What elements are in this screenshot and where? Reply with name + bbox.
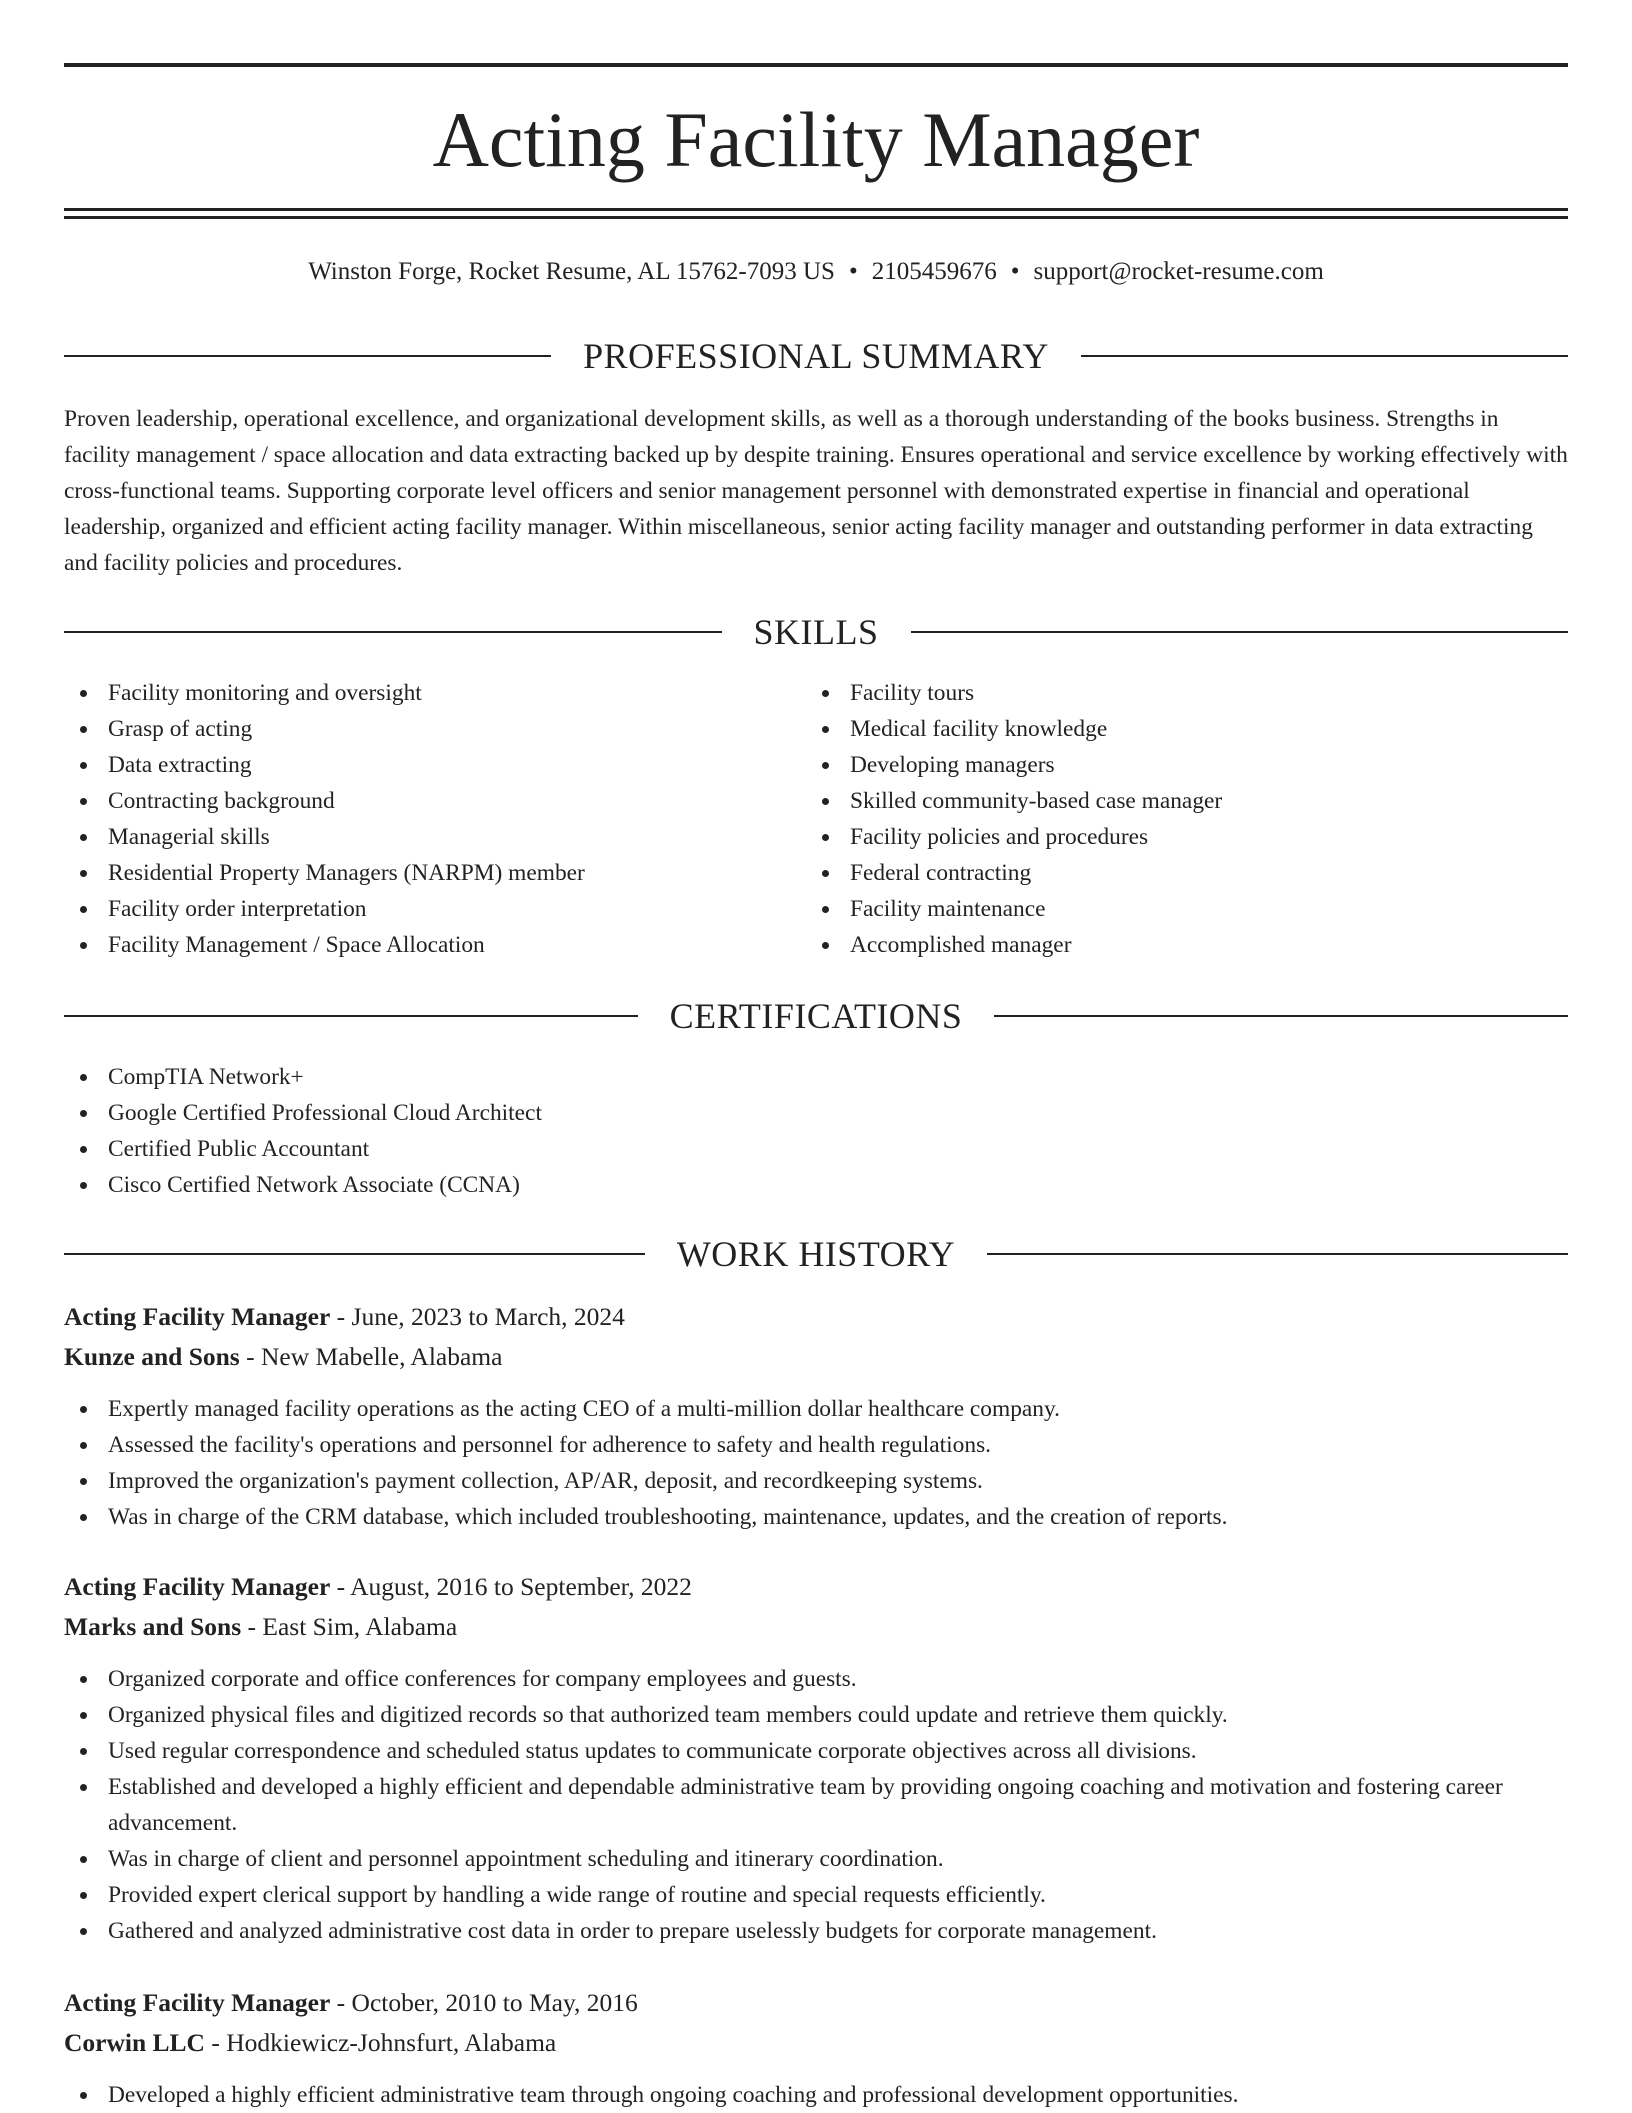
skill-item: Data extracting: [64, 747, 764, 783]
contact-line: [64, 255, 1568, 289]
certifications-section-header: [64, 994, 1568, 1038]
contact-phone: 2105459676: [871, 258, 997, 285]
skills-heading: SKILLS: [753, 612, 879, 652]
job-bullet: Used regular correspondence and scheduled status updates to communicate corporate objectives across all divisions.: [64, 1733, 1568, 1769]
job-location: - Hodkiewicz-Johnsfurt, Alabama: [204, 2028, 557, 2057]
certification-item: Cisco Certified Network Associate (CCNA): [64, 1167, 1568, 1203]
job-bullet: Assessed the facility's operations and personnel for adherence to safety and health regulations.: [64, 1427, 1568, 1463]
contact-separator: •: [1010, 258, 1020, 285]
work-history-section-header: [64, 1232, 1568, 1276]
certification-item: Google Certified Professional Cloud Architect: [64, 1095, 1568, 1131]
contact-separator: •: [848, 258, 858, 285]
skills-list-right: [806, 675, 1566, 963]
skill-item: Managerial skills: [64, 819, 764, 855]
skills-list-left: [64, 675, 764, 963]
job-bullets: [64, 1391, 1568, 1535]
skill-item: Facility Management / Space Allocation: [64, 927, 764, 963]
job-dates: - October, 2010 to May, 2016: [330, 1988, 638, 2017]
contact-email: support@rocket-resume.com: [1033, 258, 1324, 285]
skill-item: Medical facility knowledge: [806, 711, 1566, 747]
job-dates: - June, 2023 to March, 2024: [330, 1302, 625, 1331]
skill-item: Facility order interpretation: [64, 891, 764, 927]
skill-item: Federal contracting: [806, 855, 1566, 891]
skill-item: Accomplished manager: [806, 927, 1566, 963]
job-bullet: Provided expert clerical support by handling a wide range of routine and special requests efficiently.: [64, 1877, 1568, 1913]
skill-item: Facility monitoring and oversight: [64, 675, 764, 711]
job-bullet: Gathered and analyzed administrative cost data in order to prepare uselessly budgets for corporate management.: [64, 1913, 1568, 1949]
summary-section-header: [64, 334, 1568, 378]
section-rule-left: [64, 1253, 645, 1255]
section-rule-left: [64, 355, 551, 357]
job-location: - East Sim, Alabama: [241, 1612, 458, 1641]
summary-text: Proven leadership, operational excellence, and organizational development skills, as well as a thorough understanding of the books business. Strengths in facility management / space allocation and data extracting backed up by despite training. Ensures operational and service excellence by working effectively with cross-functional teams. Supporting corporate level officers and senior management personnel with demonstrated expertise in financial and operational leadership, organized and efficient acting facility manager. Within miscellaneous, senior acting facility manager and outstanding performer in data extracting and facility policies and procedures.: [64, 406, 1568, 576]
certifications-list: [64, 1059, 1568, 1203]
work-history-heading: WORK HISTORY: [676, 1234, 956, 1274]
skills-section-header: [64, 610, 1568, 654]
contact-address: Winston Forge, Rocket Resume, AL 15762-7093 US: [308, 258, 835, 285]
job-company-line: [64, 1609, 1568, 1645]
skill-item: Residential Property Managers (NARPM) member: [64, 855, 764, 891]
job-role: Acting Facility Manager: [64, 1572, 331, 1601]
title-rule-upper: [64, 208, 1568, 211]
job-role-line: [64, 1299, 1568, 1335]
section-rule-right: [911, 631, 1569, 633]
job-bullet: Was in charge of client and personnel appointment scheduling and itinerary coordination.: [64, 1841, 1568, 1877]
skill-item: Developing managers: [806, 747, 1566, 783]
job-company-line: [64, 2025, 1568, 2061]
summary-heading: PROFESSIONAL SUMMARY: [583, 336, 1049, 376]
certification-item: CompTIA Network+: [64, 1059, 1568, 1095]
certifications-heading: CERTIFICATIONS: [669, 996, 963, 1036]
skill-item: Facility policies and procedures: [806, 819, 1566, 855]
job-bullet: Developed a highly efficient administrative team through ongoing coaching and professional development opportunities.: [64, 2077, 1568, 2113]
job-role-line: [64, 1985, 1568, 2021]
top-rule: [64, 63, 1568, 67]
section-rule-left: [64, 1015, 638, 1017]
job-bullet: Expertly managed facility operations as the acting CEO of a multi-million dollar healthcare company.: [64, 1391, 1568, 1427]
certification-item: Certified Public Accountant: [64, 1131, 1568, 1167]
job-bullets: [64, 2077, 1568, 2113]
job-role: Acting Facility Manager: [64, 1302, 331, 1331]
skill-item: Grasp of acting: [64, 711, 764, 747]
section-rule-left: [64, 631, 722, 633]
skill-item: Skilled community-based case manager: [806, 783, 1566, 819]
section-rule-right: [1081, 355, 1568, 357]
job-bullet: Established and developed a highly efficient and dependable administrative team by providing ongoing coaching and motivation and fostering career advancement.: [64, 1769, 1568, 1841]
resume-title: Acting Facility Manager: [432, 96, 1200, 183]
job-role: Acting Facility Manager: [64, 1988, 331, 2017]
job-company: Marks and Sons: [64, 1612, 242, 1641]
skill-item: Facility tours: [806, 675, 1566, 711]
job-company-line: [64, 1339, 1568, 1375]
job-bullets: [64, 1661, 1568, 1949]
job-bullet: Organized corporate and office conferences for company employees and guests.: [64, 1661, 1568, 1697]
job-bullet: Organized physical files and digitized records so that authorized team members could update and retrieve them quickly.: [64, 1697, 1568, 1733]
section-rule-right: [987, 1253, 1568, 1255]
job-dates: - August, 2016 to September, 2022: [330, 1572, 692, 1601]
title-rule-lower: [64, 216, 1568, 219]
skill-item: Contracting background: [64, 783, 764, 819]
job-bullet: Was in charge of the CRM database, which included troubleshooting, maintenance, updates, and the creation of reports.: [64, 1499, 1568, 1535]
job-company: Kunze and Sons: [64, 1342, 240, 1371]
job-bullet: Improved the organization's payment collection, AP/AR, deposit, and recordkeeping systems.: [64, 1463, 1568, 1499]
job-role-line: [64, 1569, 1568, 1605]
skill-item: Facility maintenance: [806, 891, 1566, 927]
job-location: - New Mabelle, Alabama: [239, 1342, 503, 1371]
section-rule-right: [994, 1015, 1568, 1017]
job-company: Corwin LLC: [64, 2028, 205, 2057]
